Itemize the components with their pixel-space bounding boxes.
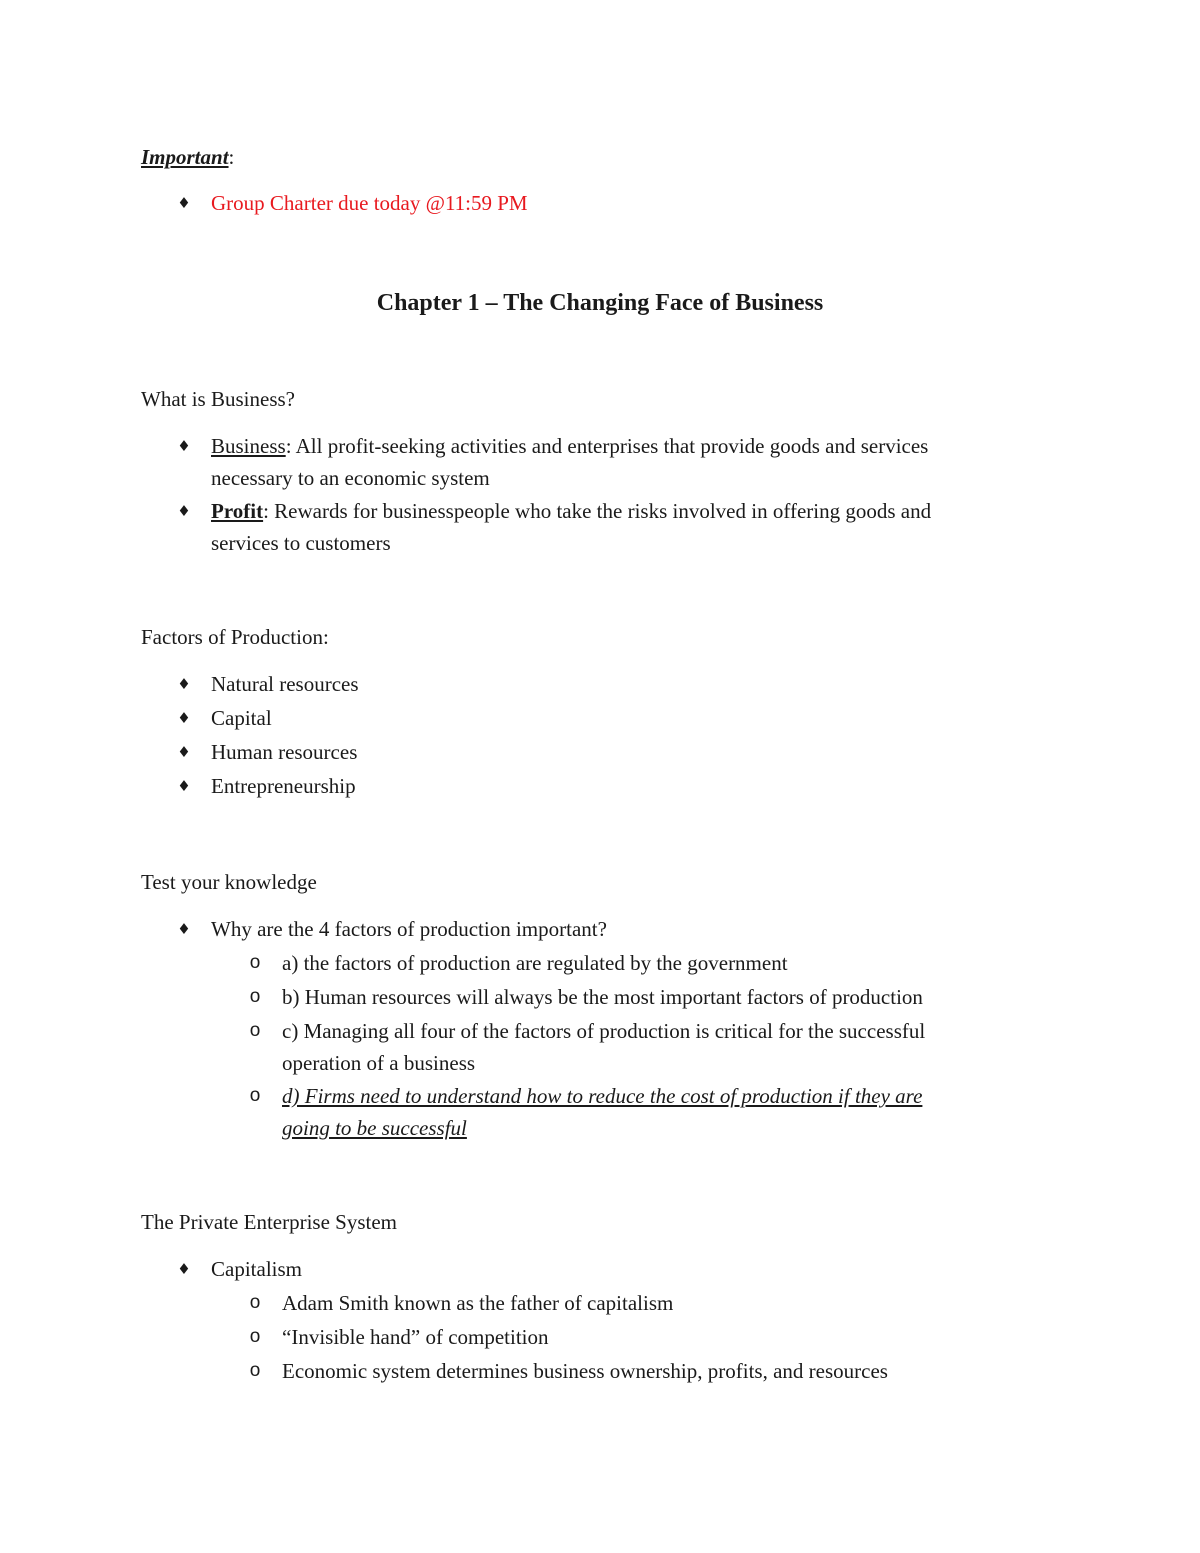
circle-bullet-icon: o <box>249 1326 261 1347</box>
diamond-bullet-icon: ♦ <box>177 194 191 212</box>
circle-bullet-icon: o <box>249 986 261 1007</box>
option-d-line1: d) Firms need to understand how to reduce the cost of production if they are <box>282 1084 923 1108</box>
list-item: Capitalism <box>211 1257 302 1281</box>
list-item: Human resources <box>211 740 358 764</box>
option-a: a) the factors of production are regulated by the government <box>282 951 788 975</box>
question-text: Why are the 4 factors of production important? <box>211 917 607 941</box>
list-item: Entrepreneurship <box>211 774 356 798</box>
business-definition-text: : All profit-seeking activities and enterprises that provide goods and services <box>285 434 929 458</box>
diamond-bullet-icon: ♦ <box>177 502 191 520</box>
important-heading <box>141 141 234 173</box>
chapter-title: Chapter 1 – The Changing Face of Business <box>376 290 824 316</box>
business-term: Business <box>211 434 286 458</box>
circle-bullet-icon: o <box>249 1085 261 1106</box>
circle-bullet-icon: o <box>249 952 261 973</box>
diamond-bullet-icon: ♦ <box>177 675 191 693</box>
section-heading-what-is-business: What is Business? <box>141 387 295 411</box>
list-item: Economic system determines business ownership, profits, and resources <box>282 1359 888 1383</box>
list-item: Natural resources <box>211 672 359 696</box>
diamond-bullet-icon: ♦ <box>177 1260 191 1278</box>
section-heading-private-enterprise: The Private Enterprise System <box>141 1210 398 1234</box>
option-b: b) Human resources will always be the most important factors of production <box>282 985 923 1009</box>
circle-bullet-icon: o <box>249 1360 261 1381</box>
option-c-line1: c) Managing all four of the factors of production is critical for the successful <box>282 1019 926 1043</box>
diamond-bullet-icon: ♦ <box>177 777 191 795</box>
profit-definition-line1 <box>211 495 931 527</box>
diamond-bullet-icon: ♦ <box>177 437 191 455</box>
business-definition-line2: necessary to an economic system <box>211 466 490 490</box>
diamond-bullet-icon: ♦ <box>177 920 191 938</box>
circle-bullet-icon: o <box>249 1020 261 1041</box>
section-heading-factors: Factors of Production: <box>141 625 329 649</box>
profit-term: Profit <box>211 499 264 523</box>
important-colon: : <box>228 145 235 169</box>
section-heading-test: Test your knowledge <box>141 870 317 894</box>
circle-bullet-icon: o <box>249 1292 261 1313</box>
profit-definition-text: : Rewards for businesspeople who take the risks involved in offering goods and <box>263 499 932 523</box>
option-d-line2: going to be successful <box>282 1116 467 1140</box>
important-item: Group Charter due today @11:59 PM <box>211 191 528 215</box>
list-item: Capital <box>211 706 272 730</box>
profit-definition-line2: services to customers <box>211 531 391 555</box>
list-item: “Invisible hand” of competition <box>282 1325 549 1349</box>
important-label: Important <box>141 145 229 169</box>
diamond-bullet-icon: ♦ <box>177 709 191 727</box>
business-definition-line1 <box>211 430 928 462</box>
option-c-line2: operation of a business <box>282 1051 476 1075</box>
list-item: Adam Smith known as the father of capitalism <box>282 1291 674 1315</box>
diamond-bullet-icon: ♦ <box>177 743 191 761</box>
